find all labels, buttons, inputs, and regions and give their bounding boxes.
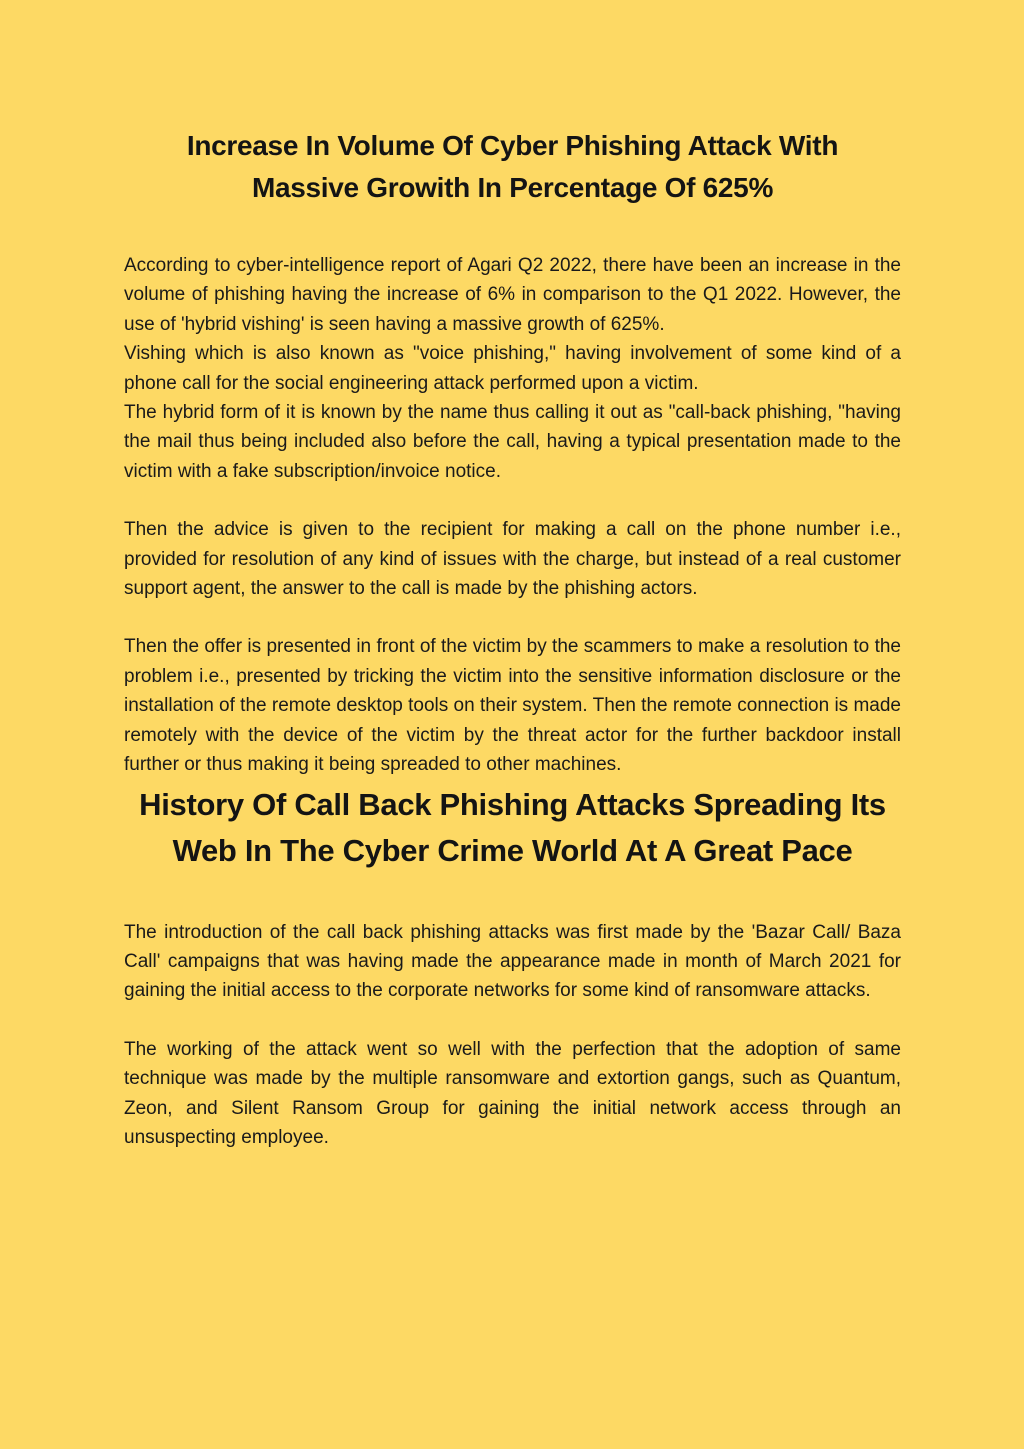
paragraph-adoption: The working of the attack went so well with the perfection that the adoption of same technique was made by the multiple ransomware and extortion gangs, such as Quantum, Zeon, and Silent Ransom Group for gaining the initial network access through an unsuspecting employee. xyxy=(124,1038,901,1148)
paragraph-call-advice: Then the advice is given to the recipient for making a call on the phone number i.e., provided for resolution of any kind of issues with the charge, but instead of a real customer support agent, the answer to the call is made by the phishing actors. xyxy=(124,519,901,600)
title-spacer xyxy=(124,209,901,251)
paragraph-gap xyxy=(124,1006,901,1035)
paragraph-agari-report: According to cyber-intelligence report of Agari Q2 2022, there have been an increase in the volume of phishing having the increase of 6% in comparison to the Q1 2022. However, the use of 'hybrid vishing' is seen having a massive growth of 625%. xyxy=(124,255,901,335)
paragraph-vishing-definition: Vishing which is also known as "voice phishing," having involvement of some kind of a phone call for the social engineering attack performed upon a victim. xyxy=(124,343,901,394)
paragraph-scammer-offer: Then the offer is presented in front of the victim by the scammers to make a resolution to the problem i.e., presented by tricking the victim into the sensitive information disclosure or the installation of the remote desktop tools on their system. Then the remote connection is made remotely with the device of the victim by the threat actor for the further backdoor install further or thus making it being spreaded to other machines. xyxy=(124,636,901,776)
document-page xyxy=(124,125,901,1152)
paragraph-gap xyxy=(124,486,901,515)
paragraph-bazar-call: The introduction of the call back phishing attacks was first made by the 'Bazar Call/ Baza Call' campaigns that was having made the appearance made in month of March 2021 for gaining the initial access to the corporate networks for some kind of ransomware attacks. xyxy=(124,921,901,1002)
paragraph-gap xyxy=(124,603,901,632)
section-2-title: History Of Call Back Phishing Attacks Spreading Its Web In The Cyber Crime World At A Great Pace xyxy=(139,786,886,868)
section-1-title: Increase In Volume Of Cyber Phishing Attack With Massive Growith In Percentage Of 625% xyxy=(186,130,839,203)
title-spacer xyxy=(124,874,901,918)
paragraph-hybrid-form: The hybrid form of it is known by the name thus calling it out as "call-back phishing, "having the mail thus being included also before the call, having a typical presentation made to the victim with a fake subscription/invoice notice. xyxy=(124,402,901,482)
